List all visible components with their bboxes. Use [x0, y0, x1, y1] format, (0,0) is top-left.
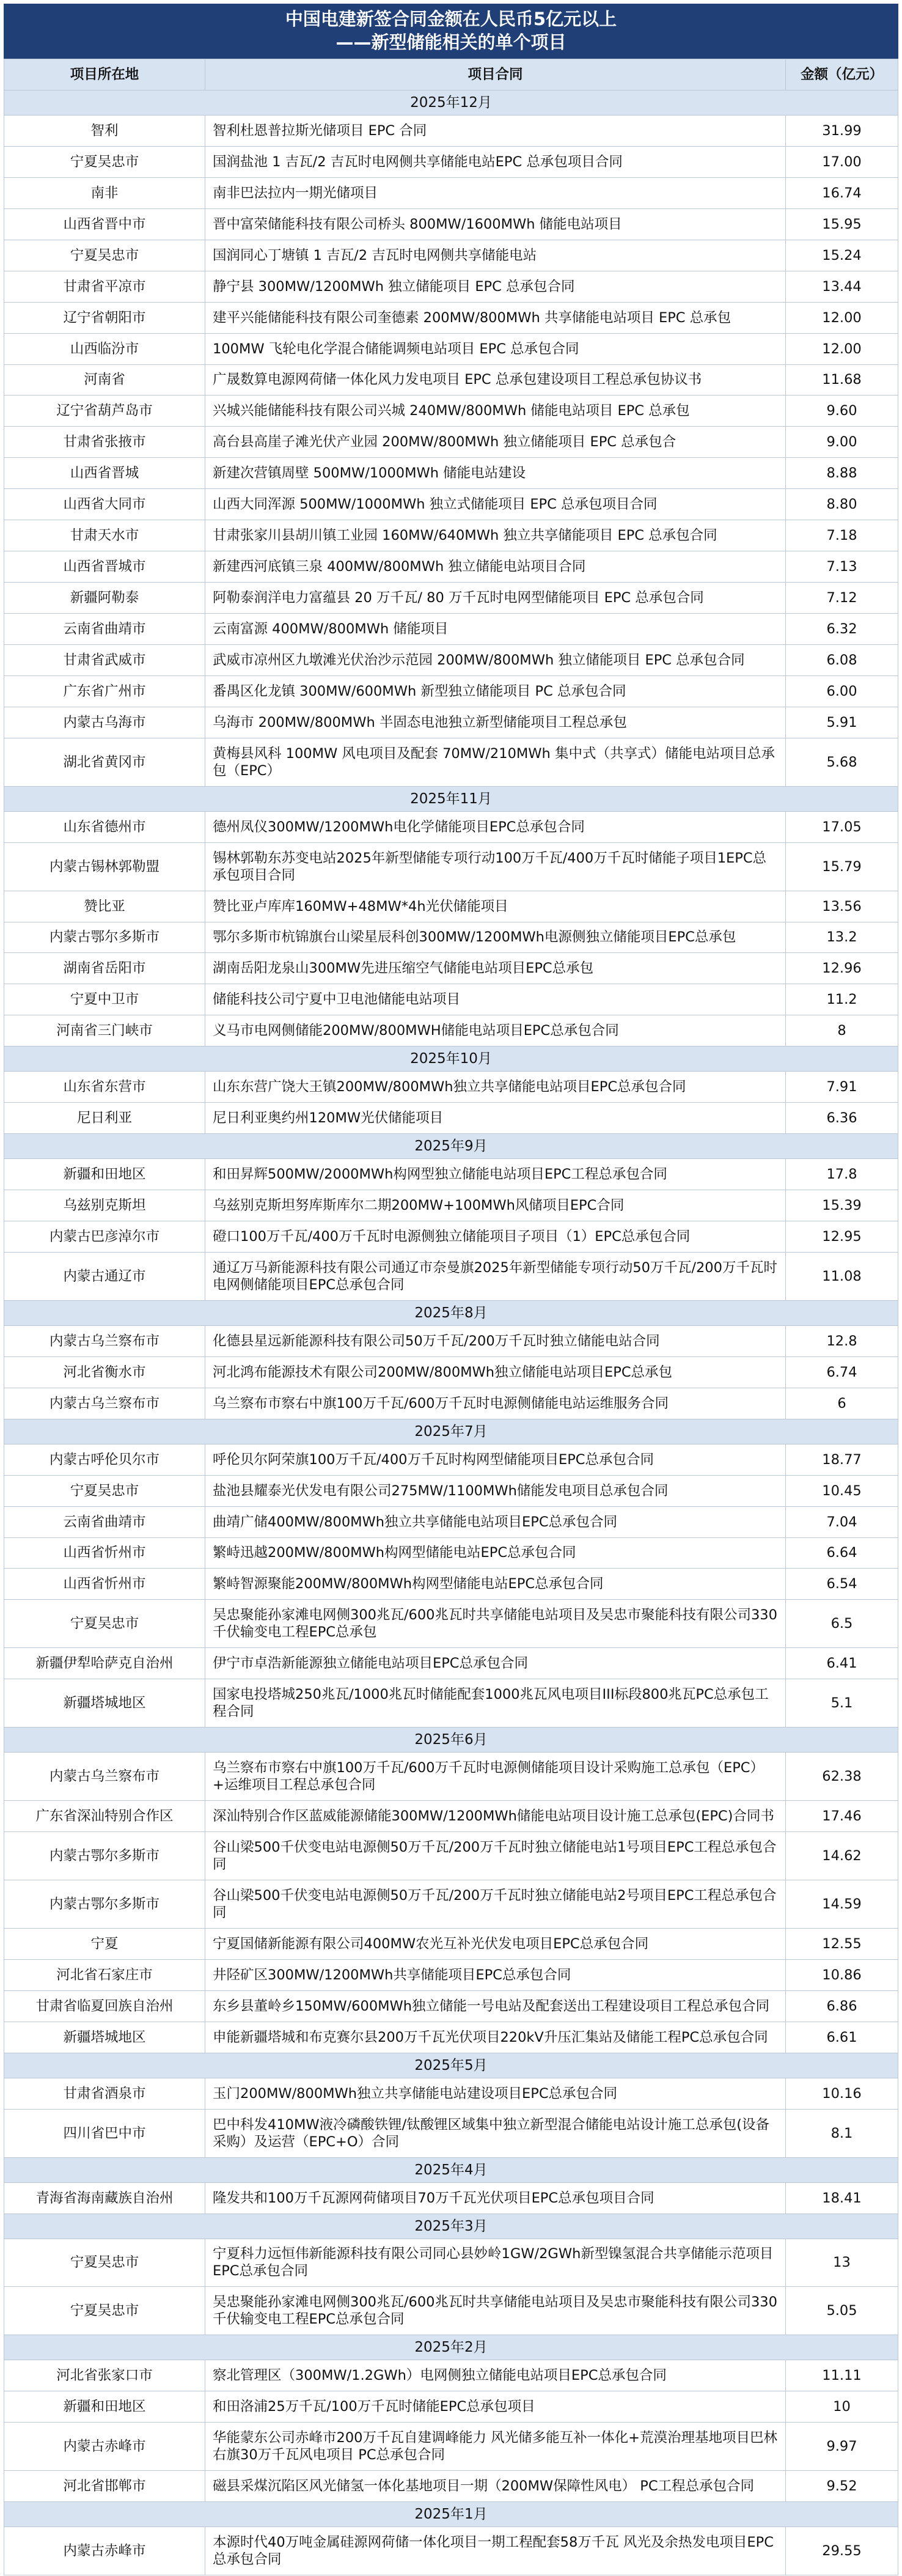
amount-cell: 7.12: [786, 583, 898, 614]
amount-cell: 6.36: [786, 1103, 898, 1134]
location-cell: 内蒙古通辽市: [4, 1252, 205, 1300]
location-cell: 甘肃省酒泉市: [4, 2078, 205, 2109]
location-cell: 四川省巴中市: [4, 2109, 205, 2157]
amount-cell: 12.00: [786, 302, 898, 333]
location-cell: 青海省海南藏族自治州: [4, 2182, 205, 2214]
month-row: [4, 1134, 898, 1159]
table-row: [4, 146, 898, 177]
table-row: [4, 1990, 898, 2022]
project-cell: 申能新疆塔城和布克赛尔县200万千瓦光伏项目220kV升压汇集站及储能工程PC总承包合同: [205, 2022, 786, 2053]
table-row: [4, 1103, 898, 1134]
amount-cell: 6.64: [786, 1537, 898, 1569]
table-row: [4, 2078, 898, 2109]
table-row: [4, 1475, 898, 1506]
location-cell: 河北省邯郸市: [4, 2471, 205, 2502]
table-row: [4, 489, 898, 520]
project-cell: 华能蒙东公司赤峰市200万千瓦自建调峰能力 风光储多能互补一体化+荒漠治理基地项目巴林右旗30万千瓦风电项目 PC总承包合同: [205, 2423, 786, 2471]
project-cell: 武威市凉州区九墩滩光伏治沙示范园 200MW/800MWh 独立储能项目 EPC 总承包合同: [205, 644, 786, 675]
table-title: [4, 4, 898, 59]
location-cell: 山西省忻州市: [4, 1537, 205, 1569]
amount-cell: 15.79: [786, 842, 898, 891]
table-row: [4, 1537, 898, 1569]
project-cell: 繁峙智源聚能200MW/800MWh构网型储能电站EPC总承包合同: [205, 1569, 786, 1600]
amount-cell: 12.95: [786, 1221, 898, 1253]
project-cell: 谷山梁500千伏变电站电源侧50万千瓦/200万千瓦时独立储能电站2号项目EPC工程总承包合同: [205, 1880, 786, 1929]
table-row: [4, 1221, 898, 1253]
location-cell: 辽宁省葫芦岛市: [4, 396, 205, 427]
project-cell: 巴中科发410MW液冷磷酸铁锂/钛酸锂区域集中独立新型混合储能电站设计施工总承包(设备采购）及运营（EPC+O）合同: [205, 2109, 786, 2157]
project-cell: 东乡县董岭乡150MW/600MWh独立储能一号电站及配套送出工程建设项目工程总承包合同: [205, 1990, 786, 2022]
amount-cell: 9.97: [786, 2423, 898, 2471]
project-cell: 锡林郭勒东苏变电站2025年新型储能专项行动100万千瓦/400万千瓦时储能子项目1EPC总承包项目合同: [205, 842, 786, 891]
location-cell: 山西省大同市: [4, 489, 205, 520]
project-cell: 兴城兴能储能科技有限公司兴城 240MW/800MWh 储能电站项目 EPC 总承包: [205, 396, 786, 427]
project-cell: 国润同心丁塘镇 1 吉瓦/2 吉瓦时电网侧共享储能电站: [205, 240, 786, 271]
amount-cell: 12.8: [786, 1325, 898, 1356]
table-row: [4, 551, 898, 583]
location-cell: 云南省曲靖市: [4, 614, 205, 645]
table-row: [4, 364, 898, 396]
table-row: [4, 1015, 898, 1047]
amount-cell: 13.2: [786, 922, 898, 953]
amount-cell: 10.86: [786, 1959, 898, 1990]
table-row: [4, 1325, 898, 1356]
project-cell: 智利杜恩普拉斯光储项目 EPC 合同: [205, 116, 786, 147]
table-row: [4, 2391, 898, 2423]
location-cell: 甘肃省张掖市: [4, 427, 205, 458]
project-cell: 井陉矿区300MW/1200MWh共享储能项目EPC总承包合同: [205, 1959, 786, 1990]
location-cell: 内蒙古鄂尔多斯市: [4, 1880, 205, 1929]
project-cell: 宁夏国储新能源有限公司400MW农光互补光伏发电项目EPC总承包合同: [205, 1928, 786, 1959]
table-row: [4, 427, 898, 458]
project-cell: 德州凤仪300MW/1200MWh电化学储能项目EPC总承包合同: [205, 811, 786, 842]
location-cell: 赞比亚: [4, 891, 205, 922]
project-cell: 湖南岳阳龙泉山300MW先进压缩空气储能电站项目EPC总承包: [205, 953, 786, 984]
month-label: 2025年7月: [4, 1419, 898, 1444]
month-label: 2025年3月: [4, 2214, 898, 2239]
location-cell: 内蒙古乌兰察布市: [4, 1388, 205, 1419]
table-row: [4, 302, 898, 333]
table-row: [4, 1648, 898, 1679]
amount-cell: 14.62: [786, 1832, 898, 1880]
project-cell: 山东东营广饶大王镇200MW/800MWh独立共享储能电站项目EPC总承包合同: [205, 1072, 786, 1103]
month-row: [4, 1047, 898, 1072]
table-row: [4, 2423, 898, 2471]
month-row: [4, 1419, 898, 1444]
amount-cell: 29.55: [786, 2527, 898, 2575]
project-cell: 山西大同浑源 500MW/1000MWh 独立式储能项目 EPC 总承包项目合同: [205, 489, 786, 520]
table-body: [4, 90, 898, 2575]
location-cell: 新疆塔城地区: [4, 1679, 205, 1728]
project-cell: 义马市电网侧储能200MW/800MWH储能电站项目EPC总承包合同: [205, 1015, 786, 1047]
location-cell: 宁夏中卫市: [4, 984, 205, 1015]
project-cell: 磁县采煤沉陷区风光储氢一体化基地项目一期（200MW保障性风电） PC工程总承包合同: [205, 2471, 786, 2502]
location-cell: 宁夏吴忠市: [4, 240, 205, 271]
project-cell: 玉门200MW/800MWh独立共享储能电站建设项目EPC总承包合同: [205, 2078, 786, 2109]
location-cell: 乌兹别克斯坦: [4, 1190, 205, 1221]
amount-cell: 5.68: [786, 738, 898, 786]
location-cell: 智利: [4, 116, 205, 147]
table-row: [4, 1880, 898, 1929]
project-cell: 河北鸿布能源技术有限公司200MW/800MWh独立储能电站项目EPC总承包: [205, 1356, 786, 1388]
table-row: [4, 1159, 898, 1190]
table-row: [4, 1444, 898, 1475]
amount-cell: 6.41: [786, 1648, 898, 1679]
amount-cell: 7.13: [786, 551, 898, 583]
contracts-table: [4, 59, 898, 2575]
project-cell: 乌兰察布市察右中旗100万千瓦/600万千瓦时电源侧储能电站运维服务合同: [205, 1388, 786, 1419]
project-cell: 磴口100万千瓦/400万千瓦时电源侧独立储能项目子项目（1）EPC总承包合同: [205, 1221, 786, 1253]
location-cell: 新疆和田地区: [4, 1159, 205, 1190]
amount-cell: 6.54: [786, 1569, 898, 1600]
project-cell: 新建西河底镇三泉 400MW/800MWh 独立储能电站项目合同: [205, 551, 786, 583]
project-cell: 云南富源 400MW/800MWh 储能项目: [205, 614, 786, 645]
project-cell: 化德县星远新能源科技有限公司50万千瓦/200万千瓦时独立储能电站合同: [205, 1325, 786, 1356]
location-cell: 山西临汾市: [4, 333, 205, 364]
table-row: [4, 1252, 898, 1300]
amount-cell: 5.91: [786, 707, 898, 738]
amount-cell: 15.39: [786, 1190, 898, 1221]
table-row: [4, 1356, 898, 1388]
project-cell: 黄梅县风科 100MW 风电项目及配套 70MW/210MWh 集中式（共享式）储能电站项目总承包（EPC）: [205, 738, 786, 786]
table-row: [4, 1072, 898, 1103]
table-row: [4, 271, 898, 302]
table-row: [4, 614, 898, 645]
project-cell: 隆发共和100万千瓦源网荷储项目70万千瓦光伏项目EPC总承包项目合同: [205, 2182, 786, 2214]
amount-cell: 8: [786, 1015, 898, 1047]
amount-cell: 12.00: [786, 333, 898, 364]
amount-cell: 6.08: [786, 644, 898, 675]
location-cell: 山西省晋城: [4, 458, 205, 489]
amount-cell: 17.46: [786, 1801, 898, 1832]
month-label: 2025年9月: [4, 1134, 898, 1159]
amount-cell: 31.99: [786, 116, 898, 147]
project-cell: 通辽万马新能源科技有限公司通辽市奈曼旗2025年新型储能专项行动50万千瓦/200万千瓦时电网侧储能项目EPC总承包合同: [205, 1252, 786, 1300]
location-cell: 河南省: [4, 364, 205, 396]
location-cell: 山西省晋城市: [4, 551, 205, 583]
amount-cell: 11.11: [786, 2360, 898, 2391]
table-row: [4, 1801, 898, 1832]
amount-cell: 9.52: [786, 2471, 898, 2502]
month-row: [4, 1300, 898, 1325]
amount-cell: 6.74: [786, 1356, 898, 1388]
project-cell: 100MW 飞轮电化学混合储能调频电站项目 EPC 总承包合同: [205, 333, 786, 364]
table-row: [4, 520, 898, 551]
project-cell: 宁夏科力远恒伟新能源科技有限公司同心县妙岭1GW/2GWh新型镍氢混合共享储能示范项目EPC总承包合同: [205, 2239, 786, 2287]
table-row: [4, 2022, 898, 2053]
month-label: 2025年6月: [4, 1728, 898, 1753]
amount-cell: 10.45: [786, 1475, 898, 1506]
project-cell: 吴忠聚能孙家滩电网侧300兆瓦/600兆瓦时共享储能电站项目及吴忠市聚能科技有限公司330千伏输变电工程EPC总承包: [205, 1600, 786, 1648]
project-cell: 和田昇辉500MW/2000MWh构网型独立储能电站项目EPC工程总承包合同: [205, 1159, 786, 1190]
amount-cell: 5.05: [786, 2287, 898, 2335]
amount-cell: 11.2: [786, 984, 898, 1015]
project-cell: 南非巴法拉内一期光储项目: [205, 177, 786, 208]
amount-cell: 13: [786, 2239, 898, 2287]
amount-cell: 62.38: [786, 1753, 898, 1801]
amount-cell: 11.08: [786, 1252, 898, 1300]
table-row: [4, 177, 898, 208]
amount-cell: 6.86: [786, 1990, 898, 2022]
table-row: [4, 2182, 898, 2214]
month-row: [4, 2214, 898, 2239]
project-cell: 晋中富荣储能科技有限公司桥头 800MW/1600MWh 储能电站项目: [205, 208, 786, 240]
location-cell: 辽宁省朝阳市: [4, 302, 205, 333]
project-cell: 伊宁市卓浩新能源独立储能电站项目EPC总承包合同: [205, 1648, 786, 1679]
table-row: [4, 984, 898, 1015]
month-row: [4, 2502, 898, 2527]
amount-cell: 6.5: [786, 1600, 898, 1648]
location-cell: 内蒙古锡林郭勒盟: [4, 842, 205, 891]
table-row: [4, 891, 898, 922]
table-row: [4, 675, 898, 707]
location-cell: 广东省深汕特别合作区: [4, 1801, 205, 1832]
location-cell: 内蒙古鄂尔多斯市: [4, 922, 205, 953]
project-cell: 高台县高崖子滩光伏产业园 200MW/800MWh 独立储能项目 EPC 总承包合: [205, 427, 786, 458]
project-cell: 建平兴能储能科技有限公司奎德素 200MW/800MWh 共享储能电站项目 EPC 总承包: [205, 302, 786, 333]
project-cell: 盐池县耀泰光伏发电有限公司275MW/1100MWh储能发电项目总承包合同: [205, 1475, 786, 1506]
location-cell: 新疆和田地区: [4, 2391, 205, 2423]
location-cell: 甘肃天水市: [4, 520, 205, 551]
location-cell: 山东省东营市: [4, 1072, 205, 1103]
location-cell: 山西省忻州市: [4, 1569, 205, 1600]
month-label: 2025年2月: [4, 2335, 898, 2360]
project-cell: 乌海市 200MW/800MWh 半固态电池独立新型储能项目工程总承包: [205, 707, 786, 738]
location-cell: 内蒙古乌海市: [4, 707, 205, 738]
header-row: [4, 59, 898, 90]
table-row: [4, 1832, 898, 1880]
location-cell: 内蒙古巴彦淖尔市: [4, 1221, 205, 1253]
amount-cell: 18.41: [786, 2182, 898, 2214]
project-cell: 鄂尔多斯市杭锦旗台山梁星辰科创300MW/1200MWh电源侧独立储能项目EPC总承包: [205, 922, 786, 953]
location-cell: 新疆塔城地区: [4, 2022, 205, 2053]
location-cell: 广东省广州市: [4, 675, 205, 707]
project-cell: 储能科技公司宁夏中卫电池储能电站项目: [205, 984, 786, 1015]
table-row: [4, 922, 898, 953]
location-cell: 宁夏吴忠市: [4, 2239, 205, 2287]
table-row: [4, 644, 898, 675]
amount-cell: 10.16: [786, 2078, 898, 2109]
title-line-1: 中国电建新签合同金额在人民币5亿元以上: [285, 9, 617, 29]
project-cell: 国家电投塔城250兆瓦/1000兆瓦时储能配套1000兆瓦风电项目III标段800兆瓦PC总承包工程合同: [205, 1679, 786, 1728]
location-cell: 湖北省黄冈市: [4, 738, 205, 786]
amount-cell: 6: [786, 1388, 898, 1419]
amount-cell: 6.32: [786, 614, 898, 645]
location-cell: 内蒙古鄂尔多斯市: [4, 1832, 205, 1880]
month-row: [4, 90, 898, 116]
amount-cell: 7.91: [786, 1072, 898, 1103]
location-cell: 宁夏: [4, 1928, 205, 1959]
amount-cell: 12.55: [786, 1928, 898, 1959]
table-row: [4, 458, 898, 489]
title-line-2: ——新型储能相关的单个项目: [336, 32, 566, 53]
month-label: 2025年1月: [4, 2502, 898, 2527]
table-row: [4, 1569, 898, 1600]
location-cell: 山西省晋中市: [4, 208, 205, 240]
amount-cell: 16.74: [786, 177, 898, 208]
month-row: [4, 786, 898, 811]
month-label: 2025年10月: [4, 1047, 898, 1072]
amount-cell: 9.00: [786, 427, 898, 458]
amount-cell: 14.59: [786, 1880, 898, 1929]
month-row: [4, 2157, 898, 2182]
amount-cell: 17.8: [786, 1159, 898, 1190]
location-cell: 宁夏吴忠市: [4, 146, 205, 177]
amount-cell: 7.18: [786, 520, 898, 551]
table-row: [4, 953, 898, 984]
table-row: [4, 208, 898, 240]
header-amount: 金额（亿元）: [786, 59, 898, 90]
location-cell: 河北省石家庄市: [4, 1959, 205, 1990]
table-row: [4, 842, 898, 891]
table-row: [4, 1928, 898, 1959]
table-row: [4, 583, 898, 614]
project-cell: 本源时代40万吨金属硅源网荷储一体化项目一期工程配套58万千瓦 风光及余热发电项目EPC总承包合同: [205, 2527, 786, 2575]
amount-cell: 12.96: [786, 953, 898, 984]
location-cell: 宁夏吴忠市: [4, 1600, 205, 1648]
amount-cell: 13.56: [786, 891, 898, 922]
location-cell: 新疆阿勒泰: [4, 583, 205, 614]
header-location: 项目所在地: [4, 59, 205, 90]
project-cell: 吴忠聚能孙家滩电网侧300兆瓦/600兆瓦时共享储能电站项目及吴忠市聚能科技有限公司330千伏输变电工程EPC总承包合同: [205, 2287, 786, 2335]
location-cell: 河北省衡水市: [4, 1356, 205, 1388]
table-row: [4, 1679, 898, 1728]
amount-cell: 9.60: [786, 396, 898, 427]
project-cell: 和田洛浦25万千瓦/100万千瓦时储能EPC总承包项目: [205, 2391, 786, 2423]
month-row: [4, 2053, 898, 2078]
month-row: [4, 1728, 898, 1753]
month-row: [4, 2335, 898, 2360]
table-row: [4, 116, 898, 147]
header-project: 项目合同: [205, 59, 786, 90]
location-cell: 甘肃省临夏回族自治州: [4, 1990, 205, 2022]
project-cell: 番禺区化龙镇 300MW/600MWh 新型独立储能项目 PC 总承包合同: [205, 675, 786, 707]
table-row: [4, 333, 898, 364]
amount-cell: 18.77: [786, 1444, 898, 1475]
location-cell: 内蒙古赤峰市: [4, 2527, 205, 2575]
location-cell: 宁夏吴忠市: [4, 2287, 205, 2335]
amount-cell: 15.95: [786, 208, 898, 240]
table-row: [4, 396, 898, 427]
amount-cell: 11.68: [786, 364, 898, 396]
project-cell: 曲靖广储400MW/800MWh独立共享储能电站项目EPC总承包合同: [205, 1506, 786, 1537]
project-cell: 乌兹别克斯坦努库斯库尔二期200MW+100MWh风储项目EPC合同: [205, 1190, 786, 1221]
table-row: [4, 1388, 898, 1419]
table-row: [4, 1506, 898, 1537]
amount-cell: 5.1: [786, 1679, 898, 1728]
month-label: 2025年5月: [4, 2053, 898, 2078]
location-cell: 南非: [4, 177, 205, 208]
location-cell: 山东省德州市: [4, 811, 205, 842]
amount-cell: 7.04: [786, 1506, 898, 1537]
amount-cell: 6.61: [786, 2022, 898, 2053]
location-cell: 河北省张家口市: [4, 2360, 205, 2391]
location-cell: 内蒙古呼伦贝尔市: [4, 1444, 205, 1475]
amount-cell: 6.00: [786, 675, 898, 707]
project-cell: 新建次营镇周壁 500MW/1000MWh 储能电站建设: [205, 458, 786, 489]
month-label: 2025年11月: [4, 786, 898, 811]
location-cell: 宁夏吴忠市: [4, 1475, 205, 1506]
amount-cell: 17.00: [786, 146, 898, 177]
table-row: [4, 1959, 898, 1990]
project-cell: 繁峙迅越200MW/800MWh构网型储能电站EPC总承包合同: [205, 1537, 786, 1569]
table-row: [4, 707, 898, 738]
amount-cell: 15.24: [786, 240, 898, 271]
table-row: [4, 811, 898, 842]
table-row: [4, 2360, 898, 2391]
project-cell: 阿勒泰润洋电力富蕴县 20 万千瓦/ 80 万千瓦时电网型储能项目 EPC 总承包合同: [205, 583, 786, 614]
table-row: [4, 2239, 898, 2287]
amount-cell: 13.44: [786, 271, 898, 302]
project-cell: 静宁县 300MW/1200MWh 独立储能项目 EPC 总承包合同: [205, 271, 786, 302]
table-row: [4, 2287, 898, 2335]
project-cell: 深汕特别合作区蓝威能源储能300MW/1200MWh储能电站项目设计施工总承包(EPC)合同书: [205, 1801, 786, 1832]
amount-cell: 17.05: [786, 811, 898, 842]
month-label: 2025年8月: [4, 1300, 898, 1325]
location-cell: 云南省曲靖市: [4, 1506, 205, 1537]
project-cell: 尼日利亚奥约州120MW光伏储能项目: [205, 1103, 786, 1134]
amount-cell: 10: [786, 2391, 898, 2423]
location-cell: 河南省三门峡市: [4, 1015, 205, 1047]
table-row: [4, 240, 898, 271]
amount-cell: 8.1: [786, 2109, 898, 2157]
table-row: [4, 2471, 898, 2502]
location-cell: 内蒙古赤峰市: [4, 2423, 205, 2471]
project-cell: 赞比亚卢库库160MW+48MW*4h光伏储能项目: [205, 891, 786, 922]
table-row: [4, 1600, 898, 1648]
location-cell: 甘肃省武威市: [4, 644, 205, 675]
table-row: [4, 1190, 898, 1221]
location-cell: 湖南省岳阳市: [4, 953, 205, 984]
location-cell: 尼日利亚: [4, 1103, 205, 1134]
location-cell: 内蒙古乌兰察布市: [4, 1325, 205, 1356]
project-cell: 乌兰察布市察右中旗100万千瓦/600万千瓦时电源侧储能项目设计采购施工总承包（EPC）+运维项目工程总承包合同: [205, 1753, 786, 1801]
month-label: 2025年4月: [4, 2157, 898, 2182]
location-cell: 内蒙古乌兰察布市: [4, 1753, 205, 1801]
amount-cell: 8.80: [786, 489, 898, 520]
project-cell: 谷山梁500千伏变电站电源侧50万千瓦/200万千瓦时独立储能电站1号项目EPC工程总承包合同: [205, 1832, 786, 1880]
table-row: [4, 1753, 898, 1801]
project-cell: 广晟数算电源网荷储一体化风力发电项目 EPC 总承包建设项目工程总承包协议书: [205, 364, 786, 396]
table-row: [4, 738, 898, 786]
amount-cell: 8.88: [786, 458, 898, 489]
project-cell: 呼伦贝尔阿荣旗100万千瓦/400万千瓦时构网型储能项目EPC总承包合同: [205, 1444, 786, 1475]
location-cell: 甘肃省平凉市: [4, 271, 205, 302]
project-cell: 国润盐池 1 吉瓦/2 吉瓦时电网侧共享储能电站EPC 总承包项目合同: [205, 146, 786, 177]
project-cell: 甘肃张家川县胡川镇工业园 160MW/640MWh 独立共享储能项目 EPC 总承包合同: [205, 520, 786, 551]
location-cell: 新疆伊犁哈萨克自治州: [4, 1648, 205, 1679]
project-cell: 察北管理区（300MW/1.2GWh）电网侧独立储能电站项目EPC总承包合同: [205, 2360, 786, 2391]
table-row: [4, 2109, 898, 2157]
month-label: 2025年12月: [4, 90, 898, 116]
table-row: [4, 2527, 898, 2575]
